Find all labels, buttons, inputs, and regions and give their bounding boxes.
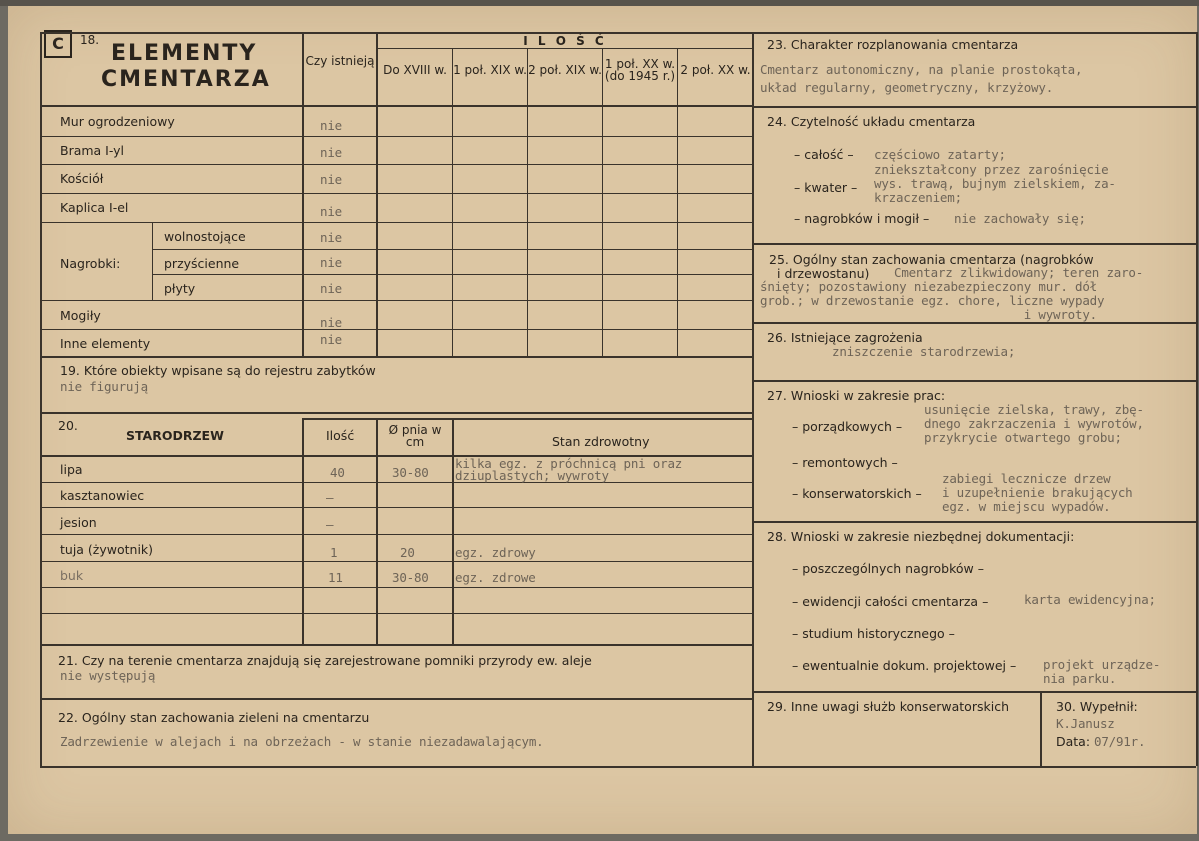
tree-name: buk — [60, 568, 84, 583]
sec25-label-line2: i drzewostanu) — [777, 266, 870, 281]
exists-value: nie — [320, 332, 342, 347]
sec24-kwater-label: – kwater – — [794, 180, 858, 195]
sec26-label: 26. Istniejące zagrożenia — [767, 330, 923, 345]
sec18-qty-sep — [376, 32, 378, 356]
tree-qty: 11 — [328, 570, 343, 585]
frame-top — [40, 32, 1196, 34]
sec26-bottom — [752, 380, 1196, 382]
row-label: Inne elementy — [60, 336, 151, 351]
sec24-kwater-value: zniekształcony przez zarośnięcie wys. trawą, bujnym zielskiem, za- krzaczeniem; — [874, 162, 1116, 205]
sec20-bottom — [40, 644, 752, 646]
sec20-title: STARODRZEW — [126, 428, 224, 443]
sec18-title-line2: CMENTARZA — [101, 67, 271, 92]
row-line — [40, 587, 752, 588]
sec18-period-sep-3 — [602, 48, 603, 356]
sec28-bottom — [752, 691, 1196, 693]
sec27-kons-label: – konserwatorskich – — [792, 486, 922, 501]
sec18-qty-header-line — [376, 48, 752, 49]
sec28-item-label: – poszczególnych nagrobków – — [792, 561, 984, 576]
sec29-30-sep — [1040, 691, 1042, 766]
sec18-number: 18. — [80, 33, 100, 47]
exists-value: nie — [320, 118, 342, 133]
row-line — [40, 329, 752, 330]
sec27-porz-label: – porządkowych – — [792, 419, 903, 434]
sec18-col-exists: Czy istnieją — [305, 54, 375, 68]
sec18-header-bottom — [40, 105, 752, 107]
sec20-col-sep — [452, 418, 454, 644]
sec30-label: 30. Wypełnił: — [1056, 699, 1138, 714]
tree-diam: 30-80 — [392, 465, 429, 480]
exists-value: nie — [320, 230, 342, 245]
tree-state: egz. zdrowe — [455, 570, 536, 585]
sec24-calosc-label: – całość – — [794, 147, 854, 162]
sec20-col-sep — [302, 418, 304, 644]
row-label: Kaplica I-el — [60, 200, 129, 215]
sec18-period-sep-2 — [527, 48, 528, 356]
sec26-value: zniszczenie starodrzewia; — [832, 344, 1016, 359]
sec30-date-label: Data: — [1056, 734, 1091, 749]
sec23-label: 23. Charakter rozplanowania cmentarza — [767, 37, 1019, 52]
sec28-item-label: – ewentualnie dokum. projektowej – — [792, 658, 1017, 673]
tree-qty: – — [326, 490, 334, 505]
side-letter-box: C — [44, 30, 72, 58]
sec18-title-line1: ELEMENTY — [111, 41, 258, 66]
sec28-item-label: – ewidencji całości cmentarza – — [792, 594, 989, 609]
row-line — [152, 274, 752, 275]
row-label: płyty — [164, 281, 196, 296]
sec29-label: 29. Inne uwagi służb konserwatorskich — [767, 699, 1009, 714]
frame-middle — [752, 32, 754, 766]
nagrobki-sep — [152, 222, 153, 300]
sec21-value: nie występują — [60, 668, 156, 683]
sec20-number: 20. — [58, 418, 78, 433]
row-label: Brama I-yl — [60, 143, 125, 158]
row-label: Kościół — [60, 171, 104, 186]
sec20-col-diam: Ø pnia w cm — [388, 423, 442, 449]
row-line — [40, 507, 752, 508]
tree-qty: 1 — [330, 545, 338, 560]
period-header-4: 1 poł. XX w. (do 1945 r.) — [604, 57, 676, 83]
sec21-bottom — [40, 698, 752, 700]
sec24-label: 24. Czytelność układu cmentarza — [767, 114, 976, 129]
sec25-bottom — [752, 322, 1196, 324]
sec22-label: 22. Ogólny stan zachowania zieleni na cmentarzu — [58, 710, 370, 725]
sec28-item-value: karta ewidencyjna; — [1024, 592, 1156, 607]
sec19-value: nie figurują — [60, 379, 148, 394]
period-header-2: 1 poł. XIX w. — [453, 63, 527, 77]
sec28-label: 28. Wnioski w zakresie niezbędnej dokumentacji: — [767, 529, 1075, 544]
row-line — [152, 249, 752, 250]
sec25-value — [760, 266, 1143, 322]
row-line — [40, 482, 752, 483]
tree-state: egz. zdrowy — [455, 545, 536, 560]
row-line — [40, 222, 752, 223]
sec23-value-line1: Cmentarz autonomiczny, na planie prostokąta, — [760, 62, 1083, 77]
row-label: Mogiły — [60, 308, 101, 323]
row-label: wolnostojące — [164, 229, 246, 244]
sec18-period-sep-1 — [452, 48, 453, 356]
row-line — [40, 193, 752, 194]
sec27-porz-value: usunięcie zielska, trawy, zbę- dnego zakrzaczenia i wywrotów, przykrycie otwartego grobu; — [924, 402, 1144, 445]
tree-qty: – — [326, 517, 334, 532]
sec30-name: K.Janusz — [1056, 716, 1115, 731]
exists-value: nie — [320, 172, 342, 187]
sec20-col-qty: Ilość — [326, 428, 355, 443]
tree-name: lipa — [60, 462, 83, 477]
tree-diam: 30-80 — [392, 570, 429, 585]
exists-value: nie — [320, 255, 342, 270]
sec20-col-state: Stan zdrowotny — [552, 434, 650, 449]
sec25-value-text: Cmentarz zlikwidowany; teren zaro- śnięty; pozostawiony niezabezpieczony mur. dół grob.; w drzewostanie egz. chore, liczne wypady i wywroty. — [760, 265, 1144, 322]
period-header-1: Do XVIII w. — [383, 63, 447, 77]
exists-value: nie — [320, 315, 342, 330]
tree-qty: 40 — [330, 465, 345, 480]
sec24-nagrobkow-value: nie zachowały się; — [954, 211, 1086, 226]
tree-name: jesion — [60, 515, 97, 530]
sec27-kons-value: zabiegi lecznicze drzew i uzupełnienie brakujących egz. w miejscu wypadów. — [942, 471, 1133, 514]
sec27-bottom — [752, 521, 1196, 523]
sec23-bottom — [752, 106, 1196, 108]
nagrobki-label: Nagrobki: — [60, 256, 121, 271]
sec27-label: 27. Wnioski w zakresie prac: — [767, 388, 946, 403]
row-line — [40, 613, 752, 614]
row-line — [40, 300, 752, 301]
row-line — [40, 164, 752, 165]
tree-diam: 20 — [400, 545, 415, 560]
sec27-rem-label: – remontowych – — [792, 455, 898, 470]
frame-bottom — [40, 766, 1196, 768]
sec20-col-sep — [376, 418, 378, 644]
sec20-header-top — [302, 418, 752, 420]
exists-value: nie — [320, 145, 342, 160]
row-label: przyścienne — [164, 256, 240, 271]
period-header-3: 2 poł. XIX w. — [528, 63, 602, 77]
sec28-item-label: – studium historycznego – — [792, 626, 955, 641]
tree-name: kasztanowiec — [60, 488, 145, 503]
tree-state: kilka egz. z próchnicą pni oraz dziuplastych; wywroty — [455, 456, 683, 483]
sec24-nagrobkow-label: – nagrobków i mogił – — [794, 211, 930, 226]
frame-right — [1196, 32, 1198, 766]
exists-value: nie — [320, 281, 342, 296]
row-line — [40, 136, 752, 137]
sec23-value-line2: układ regularny, geometryczny, krzyżowy. — [760, 80, 1054, 95]
sec24-calosc-value: częściowo zatarty; — [874, 147, 1006, 162]
sec18-bottom — [40, 356, 752, 358]
frame-left — [40, 32, 42, 766]
sec22-value: Zadrzewienie w alejach i na obrzeżach - w stanie niezadawalającym. — [60, 734, 544, 749]
sec24-bottom — [752, 243, 1196, 245]
period-header-5: 2 poł. XX w. — [680, 63, 751, 77]
sec25-label-line1: 25. Ogólny stan zachowania cmentarza (nagrobków — [769, 252, 1094, 267]
row-line — [40, 561, 752, 562]
sec18-period-sep-4 — [677, 48, 678, 356]
sec21-label: 21. Czy na terenie cmentarza znajdują się zarejestrowane pomniki przyrody ew. aleje — [58, 653, 592, 668]
sec19-label: 19. Które obiekty wpisane są do rejestru zabytków — [60, 363, 376, 378]
row-line — [40, 534, 752, 535]
row-label: Mur ogrodzeniowy — [60, 114, 175, 129]
sec28-item-value: projekt urządze- nia parku. — [1043, 657, 1161, 686]
tree-name: tuja (żywotnik) — [60, 542, 154, 557]
sec18-col-qty: I L O Ś Ć — [523, 34, 607, 48]
sec18-col-sep — [302, 32, 304, 356]
sec30-date: 07/91r. — [1094, 734, 1146, 749]
exists-value: nie — [320, 204, 342, 219]
sec19-bottom — [40, 412, 752, 414]
